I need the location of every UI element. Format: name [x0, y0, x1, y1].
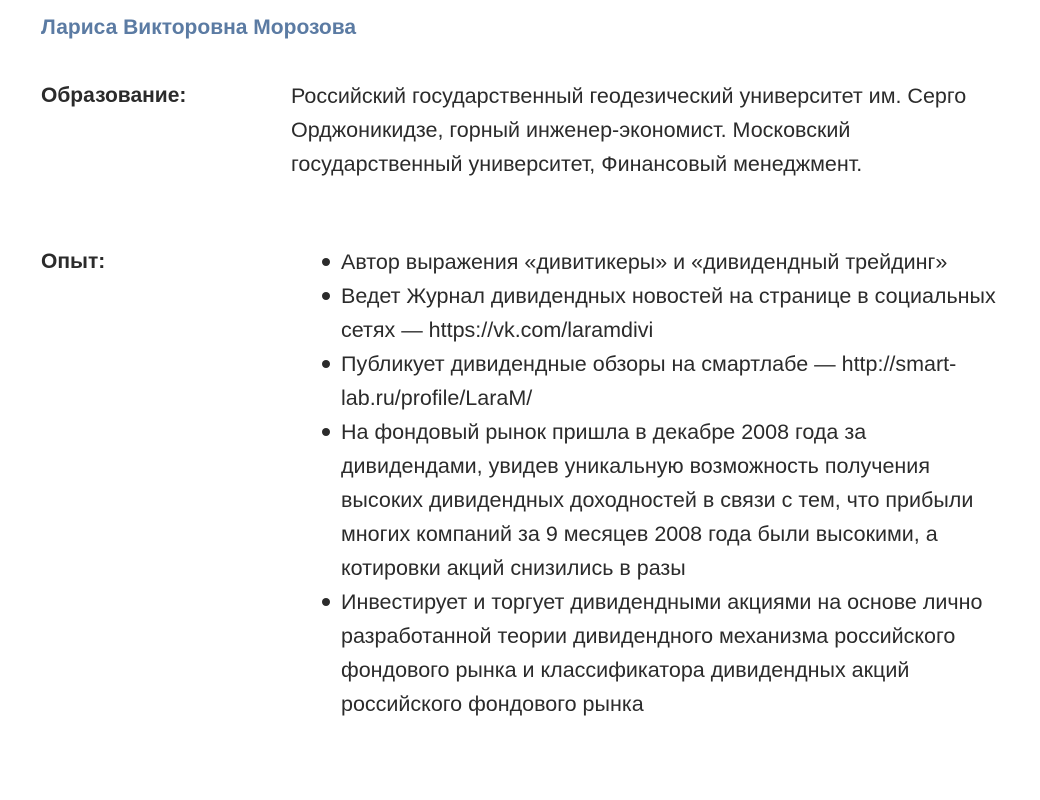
experience-item — [341, 245, 1011, 279]
experience-item-text: На фондовый рынок пришла в декабре 2008 года за дивидендами, увидев уникальную возможность получения высоких дивидендных доходностей в связи с тем, что прибыли многих компаний за 9 месяцев 2008 года были высокими, а котировки акций снизились в разы — [341, 420, 974, 580]
bullet-icon — [322, 428, 330, 436]
bullet-icon — [322, 360, 330, 368]
bullet-icon — [322, 292, 330, 300]
experience-item-text: Инвестирует и торгует дивидендными акциями на основе лично разработанной теории дивидендного механизма российского фондового рынка и классификатора дивидендных акций российского фондового рынка — [341, 590, 983, 716]
experience-list — [341, 245, 1011, 721]
experience-label: Опыт: — [41, 250, 106, 273]
experience-item-text: Ведет Журнал дивидендных новостей на странице в социальных сетях — https://vk.com/laramdivi — [341, 284, 996, 342]
experience-item — [341, 415, 1011, 585]
bullet-icon — [322, 258, 330, 266]
experience-item — [341, 279, 1011, 347]
education-text: Российский государственный геодезический университет им. Серго Орджоникидзе, горный инженер-экономист. Московский государственный университет, Финансовый менеджмент. — [291, 84, 967, 176]
experience-item-text: Автор выражения «дивитикеры» и «дивидендный трейдинг» — [341, 250, 948, 274]
experience-item — [341, 347, 1011, 415]
experience-item-text: Публикует дивидендные обзоры на смартлабе — http://smart-lab.ru/profile/LaraM/ — [341, 352, 957, 410]
experience-item — [341, 585, 1011, 721]
education-label: Образование: — [41, 84, 187, 107]
profile-name[interactable]: Лариса Викторовна Морозова — [41, 16, 357, 39]
bullet-icon — [322, 598, 330, 606]
